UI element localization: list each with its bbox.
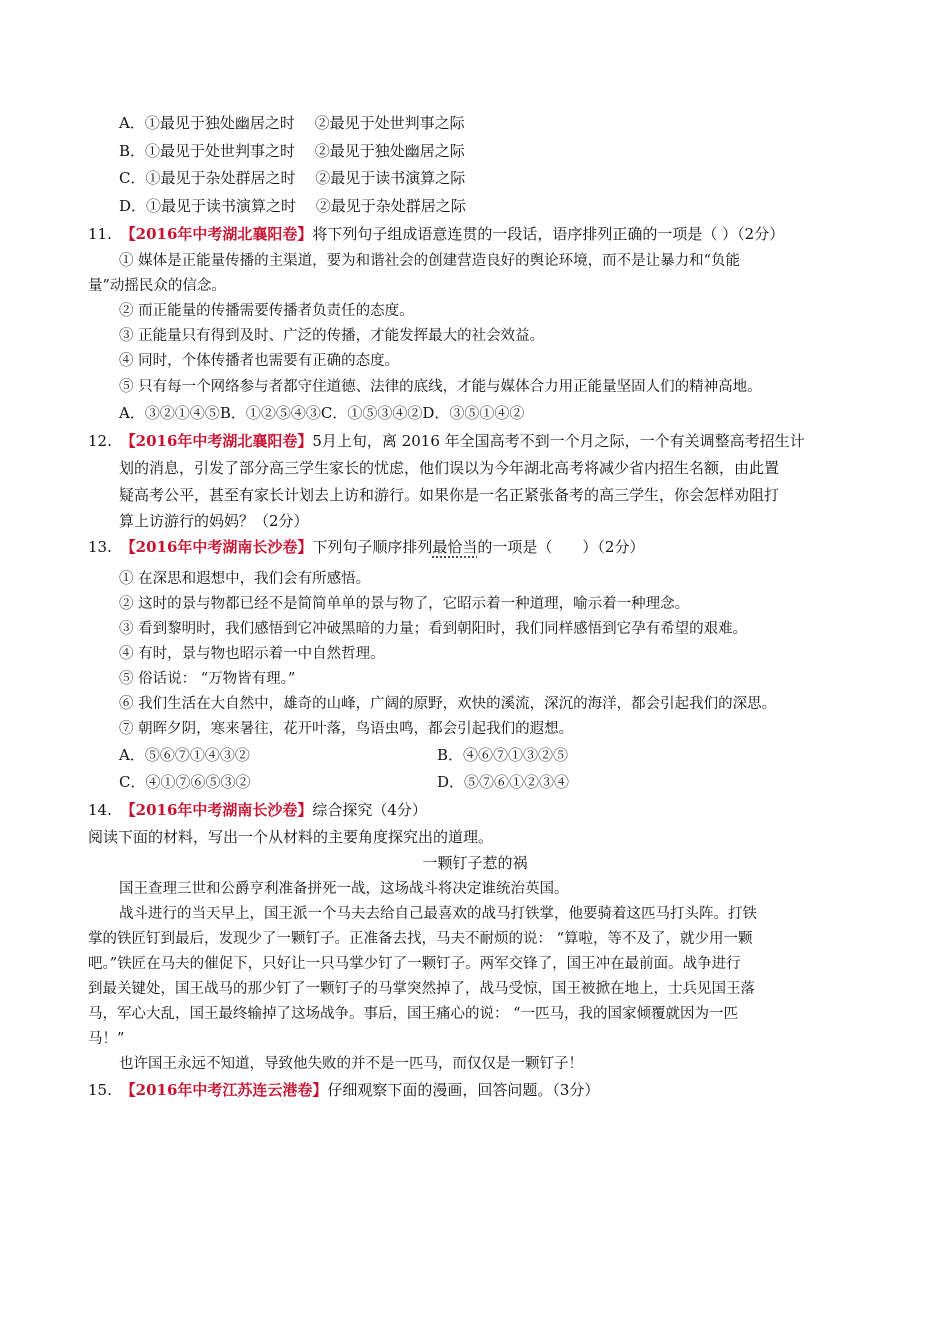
question-number: 15. (88, 1081, 112, 1099)
question-number: 11. (88, 225, 112, 243)
question-stem: 综合探究（4分） (312, 801, 427, 819)
passage-paragraph-1: 国王查理三世和公爵亨利准备拼死一战，这场战斗将决定谁统治英国。 (119, 881, 569, 897)
passage-paragraph-2-line-6: 马！” (88, 1031, 125, 1047)
q11-heading (88, 223, 784, 245)
q11-options: A．③②①④⑤B．①②⑤④③C．①⑤③④②D．③⑤①④② (119, 404, 525, 422)
q13-sentence-1: ① 在深思和遐想中，我们会有所感悟。 (119, 571, 371, 587)
passage-paragraph-2-line-5: 马，军心大乱，国王最终输掉了这场战争。事后，国王痛心的说： “一匹马，我的国家倾覆就因为一匹 (88, 1006, 739, 1022)
q10-option-b: B．①最见于处世判事之时 ②最见于独处幽居之际 (119, 142, 465, 160)
q13-option-a: A．⑤⑥⑦①④③② (119, 746, 250, 764)
question-stem: 仔细观察下面的漫画，回答问题。（3分） (327, 1081, 600, 1099)
passage-paragraph-2-line-1: 战斗进行的当天早上，国王派一个马夫去给自己最喜欢的战马打铁掌，他要骑着这匹马打头阵。打铁 (119, 906, 757, 922)
q13-sentence-3: ③ 看到黎明时，我们感悟到它冲破黑暗的力量；看到朝阳时，我们同样感悟到它孕有希望的艰难。 (119, 621, 748, 637)
source-tag: 【2016年中考湖北襄阳卷】 (120, 225, 313, 243)
source-tag: 【2016年中考湖南长沙卷】 (120, 538, 313, 556)
emphasis-text: 最恰当 (432, 538, 478, 556)
q10-option-a: A．①最见于独处幽居之时 ②最见于处世判事之际 (119, 114, 465, 132)
q13-sentence-6: ⑥ 我们生活在大自然中，雄奇的山峰，广阔的原野，欢快的溪流，深沉的海洋，都会引起我们的深思。 (119, 696, 777, 712)
passage-paragraph-2-line-2: 掌的铁匠钉到最后，发现少了一颗钉子。正准备去找，马夫不耐烦的说： “算啦，等不及了，就少用一颗 (88, 931, 753, 947)
q15-heading (88, 1079, 599, 1101)
question-stem: 下列句子顺序排列 (312, 538, 433, 556)
question-stem: 5月上旬，离 2016 年全国高考不到一个月之际，一个有关调整高考招生计 (312, 432, 805, 450)
q14-instruction: 阅读下面的材料，写出一个从材料的主要角度探究出的道理。 (88, 828, 494, 846)
source-tag: 【2016年中考湖北襄阳卷】 (120, 432, 313, 450)
q13-sentence-7: ⑦ 朝晖夕阴，寒来暑往，花开叶落，鸟语虫鸣，都会引起我们的遐想。 (119, 721, 574, 737)
q11-sentence-1: ① 媒体是正能量传播的主渠道，要为和谐社会的创建营造良好的舆论环境，而不是让暴力和“负能 (119, 253, 741, 269)
q13-heading (88, 536, 644, 558)
q10-option-d: D．①最见于读书演算之时 ②最见于杂处群居之际 (119, 197, 466, 215)
q13-sentence-2: ② 这时的景与物都已经不是简简单单的景与物了，它昭示着一种道理，喻示着一种理念。 (119, 596, 690, 612)
q12-heading (88, 430, 805, 452)
q10-option-c: C．①最见于杂处群居之时 ②最见于读书演算之际 (119, 169, 466, 187)
q11-sentence-2: ② 而正能量的传播需要传播者负责任的态度。 (119, 303, 414, 319)
q11-sentence-4: ④ 同时，个体传播者也需要有正确的态度。 (119, 353, 400, 369)
passage-paragraph-2-line-4: 到最关键处，国王战马的那少钉了一颗钉子的马掌突然掉了，战马受惊，国王被掀在地上，士兵见国王落 (88, 981, 755, 997)
q13-sentence-4: ④ 有时，景与物也昭示着一中自然哲理。 (119, 646, 385, 662)
q12-line-3: 疑高考公平，甚至有家长计划去上访和游行。如果你是一名正紧张备考的高三学生，你会怎样劝阻打 (119, 486, 780, 504)
question-number: 13. (88, 538, 112, 556)
q13-option-c: C．④①⑦⑥⑤③② (119, 773, 251, 791)
passage-title: 一颗钉子惹的祸 (422, 854, 528, 872)
q11-sentence-3: ③ 正能量只有得到及时、广泛的传播，才能发挥最大的社会效益。 (119, 328, 545, 344)
question-stem-end: 的一项是（ ）（2分） (477, 538, 645, 556)
q13-option-b: B．④⑥⑦①③②⑤ (437, 746, 569, 764)
q12-line-2: 划的消息，引发了部分高三学生家长的忧虑，他们误以为今年湖北高考将减少省内招生名额，由此置 (119, 459, 780, 477)
source-tag: 【2016年中考江苏连云港卷】 (120, 1081, 328, 1099)
q13-option-d: D．⑤⑦⑥①②③④ (437, 773, 570, 791)
q11-sentence-5: ⑤ 只有每一个网络参与者都守住道德、法律的底线，才能与媒体合力用正能量坚固人们的精神高地。 (119, 379, 762, 395)
question-number: 14. (88, 801, 112, 819)
question-number: 12. (88, 432, 112, 450)
q11-sentence-1-cont: 量”动摇民众的信念。 (88, 278, 226, 294)
passage-paragraph-2-line-3: 吧。”铁匠在马夫的催促下，只好让一只马掌少钉了一颗钉子。两军交锋了，国王冲在最前面。战争进行 (88, 956, 741, 972)
q14-heading (88, 799, 427, 821)
passage-paragraph-3: 也许国王永远不知道，导致他失败的并不是一匹马，而仅仅是一颗钉子！ (119, 1056, 583, 1072)
source-tag: 【2016年中考湖南长沙卷】 (120, 801, 313, 819)
q13-sentence-5: ⑤ 俗话说： “万物皆有理。” (119, 671, 296, 687)
q12-line-4: 算上访游行的妈妈？（2分） (119, 512, 309, 530)
question-stem: 将下列句子组成语意连贯的一段话，语序排列正确的一项是（ ）（2分） (312, 225, 785, 243)
